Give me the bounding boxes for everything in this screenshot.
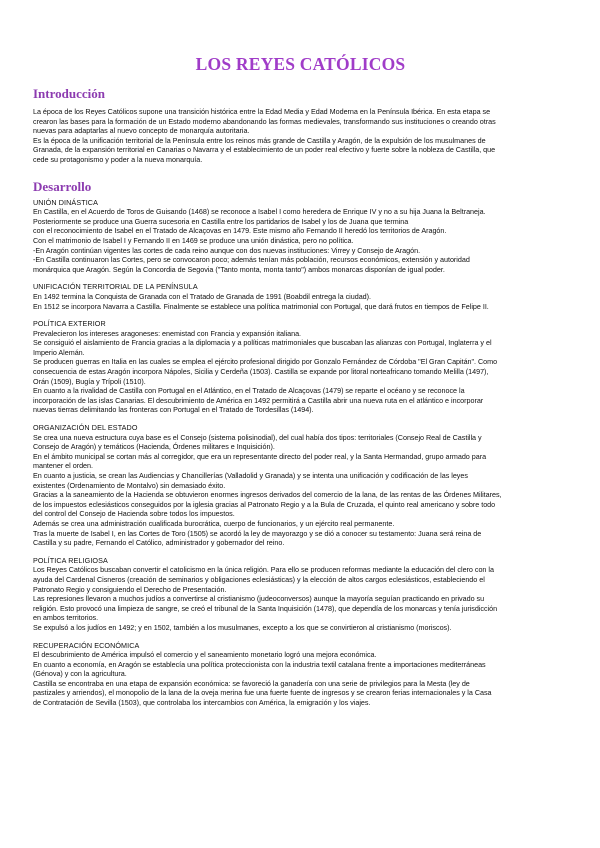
subsection-line: Con el matrimonio de Isabel I y Fernando II en 1469 se produce una unión dinástica, pero no política.	[33, 235, 354, 245]
introduction-line: crearon las bases para la formación de un Estado moderno abandonando las formas medievales, transformando sus instituciones o creando otras	[33, 116, 496, 126]
document-title: LOS REYES CATÓLICOS	[195, 54, 406, 74]
subsection-line: En cuanto a justicia, se crean las Audiencias y Chancillerías (Valladolid y Granada) y se intenta una unificación y codificación de las leyes	[33, 471, 468, 480]
introduction-heading: Introducción	[33, 86, 105, 101]
subsection-line: Se crea una nueva estructura cuya base es el Consejo (sistema polisinodial), del cual había dos tipos: territoriales (Consejo Real de Castilla y	[33, 432, 482, 442]
subsection-line: -En Aragón continúan vigentes las cortes de cada reino aunque con dos nuevas instituciones: Virrey y Consejo de Aragón.	[33, 245, 421, 255]
subsection-line: ayuda del Cardenal Cisneros (creación de seminarios y obligaciones eclesiásticas) y la elección de altos cargos eclesiásticos, estableciendo el	[33, 574, 485, 584]
subsection-line: En 1512 se incorpora Navarra a Castilla. Finalmente se establece una política matrimonial con Portugal, que dará frutos en tiempos de Felipe II.	[33, 301, 489, 311]
subsection-line: Se expulsó a los judíos en 1492; y en 1502, también a los musulmanes, excepto a los que se convirtieron al cristianismo (moriscos).	[33, 622, 452, 632]
subsection-line: mantener el orden.	[33, 461, 93, 471]
subsection-line: Los Reyes Católicos buscaban convertir el catolicismo en la única religión. Para ello se producen reformas mediante la educación del clero con la	[33, 565, 494, 575]
subsection-line: de los impuestos eclesiásticos conseguidos por la iglesia gracias al Patronato Regio y a la Bula de Cruzada, el quinto real americano y sobre todo	[33, 499, 496, 509]
subsection-line: Castilla se encontraba en una etapa de expansión económica: se favoreció la ganadería con una serie de privilegios para la Mesta (ley de	[33, 678, 470, 688]
introduction-body	[33, 107, 568, 165]
subsection	[33, 282, 568, 311]
introduction-line: cede su protagonismo y poder a la nueva monarquía.	[33, 154, 203, 164]
subsection-line: En Castilla, en el Acuerdo de Toros de Guisando (1468) se reconoce a Isabel I como heredera de Enrique IV y no a su hija Juana la Beltraneja.	[33, 207, 486, 217]
subsection	[33, 198, 568, 275]
subsection-title: ORGANIZACIÓN DEL ESTADO	[33, 423, 138, 433]
introduction-line: Granada, de la expansión territorial en Canarias o Navarra y el establecimiento de un poder real efectivo y fuerte sobre la nobleza de Castilla, que	[33, 145, 496, 155]
subsection-title: POLÍTICA EXTERIOR	[33, 319, 106, 329]
introduction-line: La época de los Reyes Católicos supone una transición histórica entre la Edad Media y Edad Moderna en la Península Ibérica. En esta etapa se	[33, 107, 491, 116]
subsection-line: (Génova) y con la agricultura.	[33, 669, 127, 679]
subsection-title: UNIÓN DINÁSTICA	[33, 197, 98, 207]
subsection-line: incorporación de las islas Canarias. El descubrimiento de América en 1492 permitirá a Castilla abrir una nueva ruta en el atlántico e incorporar	[33, 395, 484, 405]
desarrollo-heading: Desarrollo	[33, 178, 92, 194]
subsection-line: Gracias a la saneamiento de la Hacienda se obtuvieron enormes ingresos derivados del comercio de la lana, de las rentas de las Órdenes Militares,	[33, 490, 502, 500]
subsection-title: RECUPERACIÓN ECONÓMICA	[33, 640, 140, 650]
subsection-line: En 1492 termina la Conquista de Granada con el Tratado de Granada de 1991 (Boabdil entrega la ciudad).	[33, 291, 371, 301]
subsection-line: -En Castilla continuaron las Cortes, pero se convocaron poco; además tenían más población, recursos económicos, extensión y autoridad	[33, 255, 470, 265]
subsection-line: Posteriormente se produce una Guerra sucesoria en Castilla entre los partidarios de Isabel y los de Juana que termina	[33, 216, 409, 226]
subsection	[33, 556, 568, 633]
subsection-line: En cuanto a economía, en Aragón se establecía una política proteccionista con la industria textil catalana frente a importaciones mediterráneas	[33, 659, 486, 669]
subsection-line: consecuencia de estas Aragón incorpora Nápoles, Sicilia y Cerdeña (1503). Castilla se expande por litoral norteafricano tomando Melilla (1497),	[33, 367, 489, 377]
subsection-line: monárquica que Aragón. Según la Concordia de Segovia ("Tanto monta, monta tanto") ambos monarcas disponían de igual poder.	[33, 264, 445, 274]
subsection-line: Además se crea una administración cualificada burocrática, cuerpo de funcionarios, y un ejército real permanente.	[33, 518, 395, 528]
subsection-line: Imperio Alemán.	[33, 347, 85, 357]
introduction-line: Es la época de la unificación territorial de la Península entre los reinos más grande de Castilla y Aragón, de la expulsión de los musulmanes de	[33, 135, 486, 145]
subsection-line: nuevas tierras delimitando las fronteras con Portugal en el Tratado de Tordesillas (1494).	[33, 405, 314, 415]
subsection-line: pastizales y arriendos), el monopolio de la lana de la oveja merina fue una fuerte fuente de ingresos y se crearon ferias internacionales y la Casa	[33, 688, 492, 698]
subsection	[33, 641, 568, 708]
desarrollo-body	[33, 198, 568, 708]
subsection-line: Castilla y su padre, Fernando el Católico, administrador y gobernador del reino.	[33, 538, 285, 548]
subsection-line: Patronato Regio y consiguiendo el Derecho de Presentación.	[33, 584, 227, 594]
subsection-line: Se consiguió el aislamiento de Francia gracias a la diplomacia y a políticas matrimoniales que buscaban las alianzas con Portugal, Inglaterra y el	[33, 338, 492, 348]
subsection-line: Se producen guerras en Italia en las cuales se emplea el ejército profesional dirigido por Gonzalo Fernández de Córdoba "El Gran Capitán". Como	[33, 357, 498, 367]
subsection-line: de Contratación de Sevilla (1503), que controlaba los intercambios con América, la emigración y los viajes.	[33, 698, 371, 708]
subsection-line: en ambos territorios.	[33, 613, 99, 623]
subsection	[33, 319, 568, 415]
subsection-line: Las represiones llevaron a muchos judíos a convertirse al cristianismo (judeoconversos) aunque la mayoría seguían practicando en privado su	[33, 594, 485, 604]
subsection-line: existentes (Ordenamiento de Montalvo) sin demasiado éxito.	[33, 480, 226, 490]
subsection-line: del control del Consejo de Hacienda sobre todos los impuestos.	[33, 509, 235, 519]
subsection-title: POLÍTICA RELIGIOSA	[33, 555, 108, 565]
subsection-line: religión. Esto provocó una limpieza de sangre, se creó el tribunal de la Santa Inquisición (1478), que dependía de los monarcas y tenía jurisdicción	[33, 603, 498, 613]
introduction-line: nuevas para adaptarlas al nuevo concepto de monarquía autoritaria.	[33, 126, 250, 136]
subsection-line: En el ámbito municipal se cortan más al corregidor, que era un representante directo del poder real, y la Santa Hermandad, grupo armado para	[33, 451, 487, 461]
subsection-line: Prevalecieron los intereses aragoneses: enemistad con Francia y expansión italiana.	[33, 328, 302, 338]
subsection-title: UNIFICACIÓN TERRITORIAL DE LA PENÍNSULA	[33, 282, 198, 292]
subsection-line: Consejo de Aragón) y temáticos (Hacienda, Órdenes militares e Inquisición).	[33, 442, 275, 452]
subsection-line: Tras la muerte de Isabel I, en las Cortes de Toro (1505) se acordó la ley de mayorazgo y se dió a conocer su testamento: Juana será reina de	[33, 528, 482, 538]
subsection-line: El descubrimiento de América impulsó el comercio y el saneamiento monetario logró una mejora económica.	[33, 650, 377, 660]
subsection-line: con el reconocimiento de Isabel en el Tratado de Alcaçovas en 1479. Este mismo año Fernando II heredó los territorios de Aragón.	[33, 226, 447, 236]
subsection-line: En cuanto a la rivalidad de Castilla con Portugal en el Atlántico, en el Tratado de Alcaçovas (1479) se reparte el océano y se reconoce la	[33, 386, 465, 396]
subsection-line: Orán (1509), Bugía y Trípoli (1510).	[33, 376, 146, 386]
subsection	[33, 423, 568, 548]
